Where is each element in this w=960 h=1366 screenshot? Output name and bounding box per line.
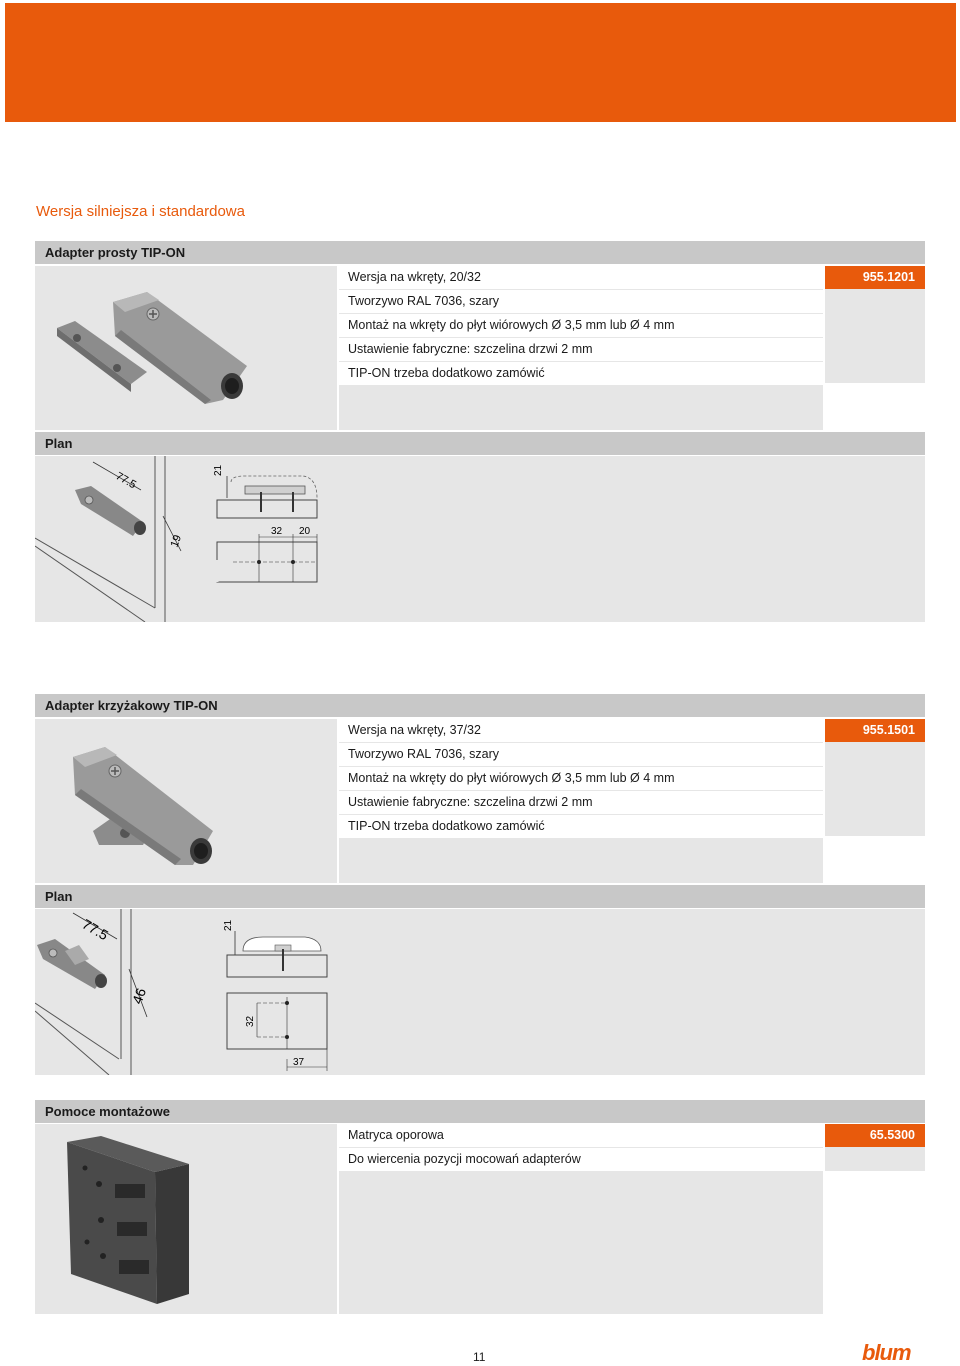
plan-2-drawing	[35, 909, 925, 1075]
plan-1-dim-e: 20	[299, 526, 311, 537]
product-1-title: Adapter prosty TIP-ON	[35, 241, 925, 264]
product-1-image	[35, 266, 337, 430]
product-2-line-3: Montaż na wkręty do płyt wiórowych Ø 3,5 mm lub Ø 4 mm	[339, 767, 823, 790]
product-2-line-2: Tworzywo RAL 7036, szary	[339, 743, 823, 766]
product-3-line-2: Do wiercenia pozycji mocowań adapterów	[339, 1148, 823, 1171]
product-1-line-2: Tworzywo RAL 7036, szary	[339, 290, 823, 313]
plan-2-dim-d: 32	[245, 1015, 256, 1027]
product-3-code-column	[825, 1124, 925, 1171]
product-1-line-5: TIP-ON trzeba dodatkowo zamówić	[339, 362, 823, 385]
plan-1-dim-c: 21	[213, 464, 224, 476]
product-1-description	[339, 266, 823, 430]
plan-2-dim-a: 77.5	[79, 915, 112, 944]
product-2-image	[35, 719, 337, 883]
product-3-code: 65.5300	[825, 1124, 925, 1147]
header-banner	[5, 3, 956, 122]
section-title: Wersja silniejsza i standardowa	[36, 203, 245, 220]
plan-2-title: Plan	[35, 885, 925, 908]
product-2-line-5: TIP-ON trzeba dodatkowo zamówić	[339, 815, 823, 838]
logo-text: blum	[862, 1340, 911, 1365]
product-1-code-column	[825, 266, 925, 383]
plan-1-dim-b: 19	[168, 533, 185, 550]
product-2-description	[339, 719, 823, 883]
plan-2-dim-e: 37	[293, 1057, 305, 1068]
plan-1-dim-d: 32	[271, 526, 283, 537]
product-1-line-1: Wersja na wkręty, 20/32	[339, 266, 823, 289]
product-1-code: 955.1201	[825, 266, 925, 289]
page-number: 11	[473, 1350, 486, 1364]
product-1-line-3: Montaż na wkręty do płyt wiórowych Ø 3,5 mm lub Ø 4 mm	[339, 314, 823, 337]
product-3-image	[35, 1124, 337, 1314]
product-2-title: Adapter krzyżakowy TIP-ON	[35, 694, 925, 717]
product-3-title: Pomoce montażowe	[35, 1100, 925, 1123]
product-2-line-4: Ustawienie fabryczne: szczelina drzwi 2 mm	[339, 791, 823, 814]
plan-2-dim-b: 46	[128, 985, 150, 1007]
product-2-code: 955.1501	[825, 719, 925, 742]
plan-2-dim-c: 21	[223, 919, 234, 931]
plan-1-dim-a: 77.5	[113, 470, 139, 492]
product-2-line-1: Wersja na wkręty, 37/32	[339, 719, 823, 742]
product-3-description	[339, 1124, 823, 1314]
product-1-line-4: Ustawienie fabryczne: szczelina drzwi 2 mm	[339, 338, 823, 361]
blum-logo	[862, 1340, 911, 1366]
product-2-code-column	[825, 719, 925, 836]
plan-1-title: Plan	[35, 432, 925, 455]
product-3-line-1: Matryca oporowa	[339, 1124, 823, 1147]
plan-1-drawing	[35, 456, 925, 622]
